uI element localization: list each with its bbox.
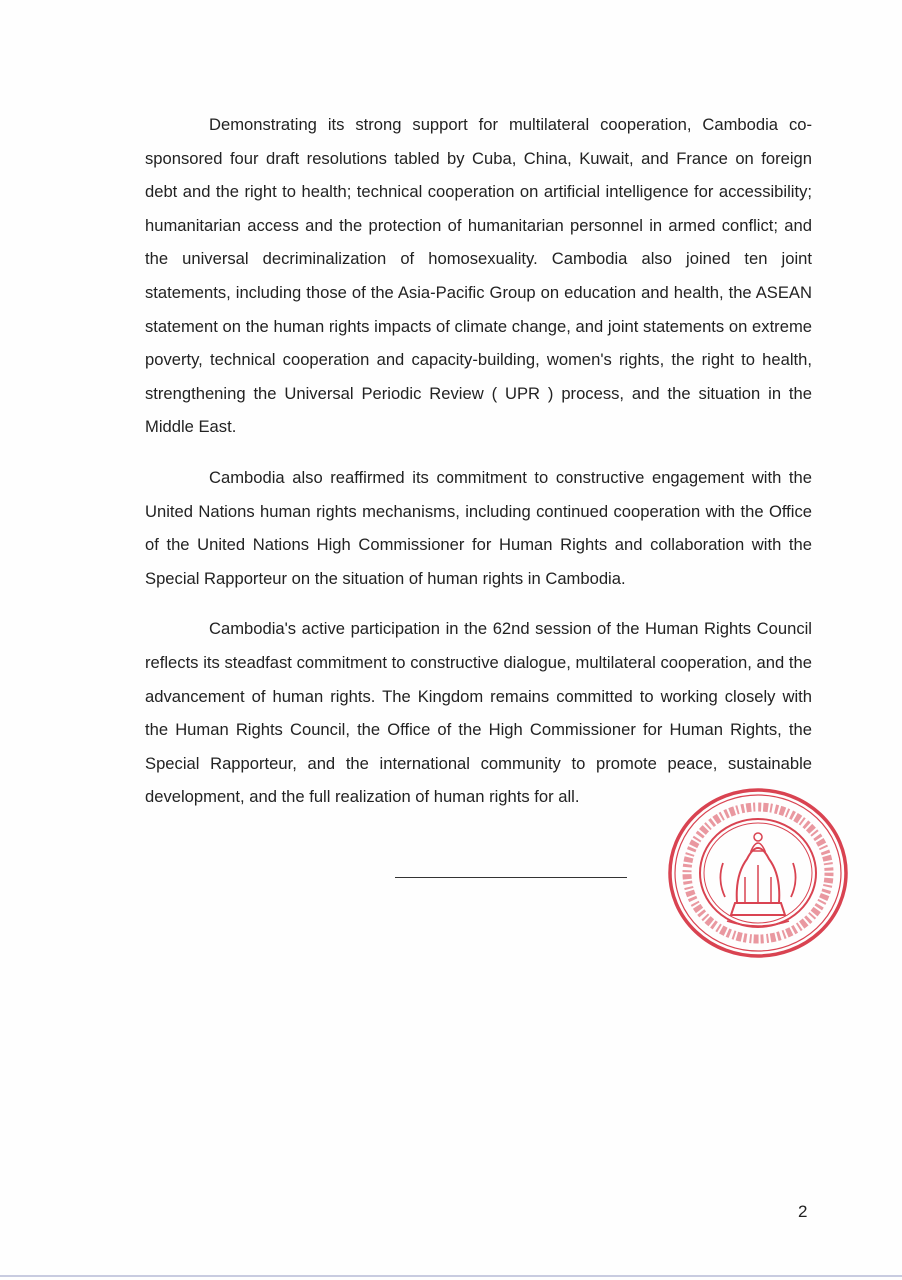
paragraph-3: Cambodia's active participation in the 62nd session of the Human Rights Council reflects its steadfast commitment to constructive dialogue, multilateral cooperation, and the advancement of human rights. The Kingdom remains committed to working closely with the Human Rights Council, the Office of the High Commissioner for Human Rights, the Special Rapporteur, and the international community to promote peace, sustainable development, and the full realization of human rights for all. — [145, 619, 812, 807]
paragraph-2: Cambodia also reaffirmed its commitment to constructive engagement with the United Nations human rights mechanisms, including continued cooperation with the Office of the United Nations High Commissioner for Human Rights and collaboration with the Special Rapporteur on the situation of human rights in Cambodia. — [145, 467, 812, 588]
official-seal-stamp — [665, 785, 851, 961]
closing-rule — [395, 877, 627, 878]
paragraph-1: Demonstrating its strong support for multilateral cooperation, Cambodia co-sponsored four draft resolutions tabled by Cuba, China, Kuwait, and France on foreign debt and the right to health; technical cooperation on artificial intelligence for accessibility; humanitarian access and the protection of humanitarian personnel in armed conflict; and the universal decriminalization of homosexuality. Cambodia also joined ten joint statements, including those of the Asia-Pacific Group on education and health, the ASEAN statement on the human rights impacts of climate change, and joint statements on extreme poverty, technical cooperation and capacity-building, women's rights, the right to health, strengthening the Universal Periodic Review ( UPR ) process, and the situation in the Middle East. — [145, 115, 812, 437]
page-number: 2 — [798, 1202, 808, 1221]
document-body — [145, 108, 812, 831]
page-bottom-edge — [0, 1275, 902, 1277]
seal-icon — [665, 785, 851, 961]
